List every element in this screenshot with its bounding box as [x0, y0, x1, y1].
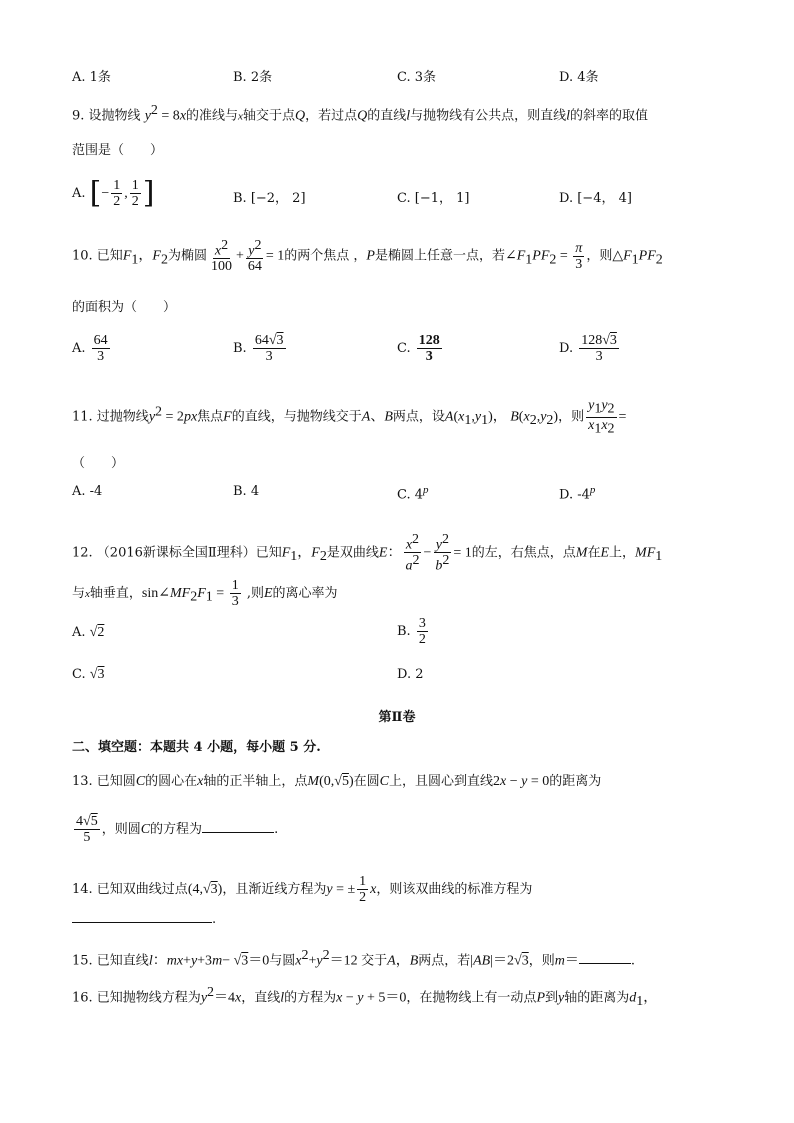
q14-answer-blank[interactable] [72, 922, 212, 923]
q9-option-c: C. [−1， 1] [397, 191, 470, 206]
section-heading: 二、填空题：本题共 4 小题，每小题 5 分. [72, 740, 321, 755]
q11-option-c: C. 4$^p$ [397, 484, 429, 503]
q12-stem-line2: 与x轴垂直，$\sin\angle MF_2F_1$ = $\frac{1}{3}$ ,则E的离心率为 [72, 578, 338, 609]
q14-stem-line2: . [72, 912, 216, 927]
q11-stem-line2: （ ） [72, 456, 125, 471]
q12-option-a: A. √2 [72, 625, 105, 640]
q8-option-a: A. 1条 [72, 70, 111, 85]
q9-stem-line2: 范围是（ ） [72, 143, 164, 158]
q12-option-c: C. √3 [72, 667, 105, 682]
q9-option-b: B. [−2， 2] [233, 191, 306, 206]
section-title: 第Ⅱ卷 [378, 710, 416, 725]
q10-stem-line2: 的面积为（ ） [72, 300, 177, 315]
q10-option-b: B. $\frac{64√3}{3}$ [233, 333, 284, 364]
q14-stem: 14. 已知双曲线过点(4,√3)，且渐近线方程为y = ± $\frac{1}{2}$ x，则该双曲线的标准方程为 [72, 874, 533, 905]
q11-option-a: A. -4 [72, 484, 103, 499]
q12-option-b: B. $\frac{3}{2}$ [397, 616, 426, 647]
q10-stem: 10. 已知$F_1$，$F_2$为椭圆 $\frac{x^2}{100}$ + $\frac{y^2}{64}$ = 1的两个焦点 ，P是椭圆上任意一点，若$\angle F_1PF_2$ = $\frac{\pi}{3}$ ，则$\triangle F_1PF_2$ [72, 238, 663, 275]
q9-option-a: A. [− $\frac{1}{2}$ , $\frac{1}{2}$ ] [72, 175, 155, 211]
q11-option-b: B. 4 [233, 484, 260, 499]
q9-stem: 9. 设抛物线 $y^2 = 8x$的准线与x轴交于点Q，若过点Q的直线l与抛物线有公共点，则直线l的斜率的取值 [72, 103, 649, 124]
q13-stem: 13. 已知圆C的圆心在x轴的正半轴上，点M(0,√5)在圆C上，且圆心到直线2x − y = 0的距离为 [72, 774, 602, 789]
q8-option-b: B. 2条 [233, 70, 273, 85]
q8-option-c: C. 3条 [397, 70, 437, 85]
q10-option-d: D. $\frac{128√3}{3}$ [559, 333, 617, 364]
q9-option-d: D. [−4， 4] [559, 191, 632, 206]
q15-answer-blank[interactable] [579, 963, 631, 964]
q10-option-c: C. $\frac{128}{3}$ [397, 333, 440, 364]
q12-option-d: D. 2 [397, 667, 424, 682]
q13-stem-line2: $\frac{4√5}{5}$ ，则圆C的方程为 . [76, 814, 279, 845]
q8-option-d: D. 4条 [559, 70, 599, 85]
q11-stem: 11. 过抛物线$y^2 = 2px$焦点F的直线，与抛物线交于A、B两点，设$A(x_1,y_1)$， $B(x_2,y_2)$，则 $\frac{y_1y_2}{x_1x_2}$ = [72, 398, 627, 437]
q11-option-d: D. -4$^p$ [559, 484, 596, 503]
q15-stem: 15. 已知直线l：mx+y+3m− √3＝0与圆$x^2+y^2=12$ 交于A，B两点，若|AB|＝2√3，则m＝ . [72, 948, 635, 969]
q13-answer-blank[interactable] [202, 832, 274, 833]
q12-stem: 12. （2016新课标全国Ⅱ理科）已知$F_1$，$F_2$是双曲线E： $\frac{x^2}{a^2}$ − $\frac{y^2}{b^2}$ = 1的左，右焦点，点M在E上，$MF_1$ [72, 532, 663, 574]
q10-option-a: A. $\frac{64}{3}$ [72, 333, 108, 364]
q16-stem: 16. 已知抛物线方程为$y^2=4x$，直线l的方程为x − y + 5＝0，在抛物线上有一动点P到y轴的距离为$d_1$， [72, 985, 658, 1009]
